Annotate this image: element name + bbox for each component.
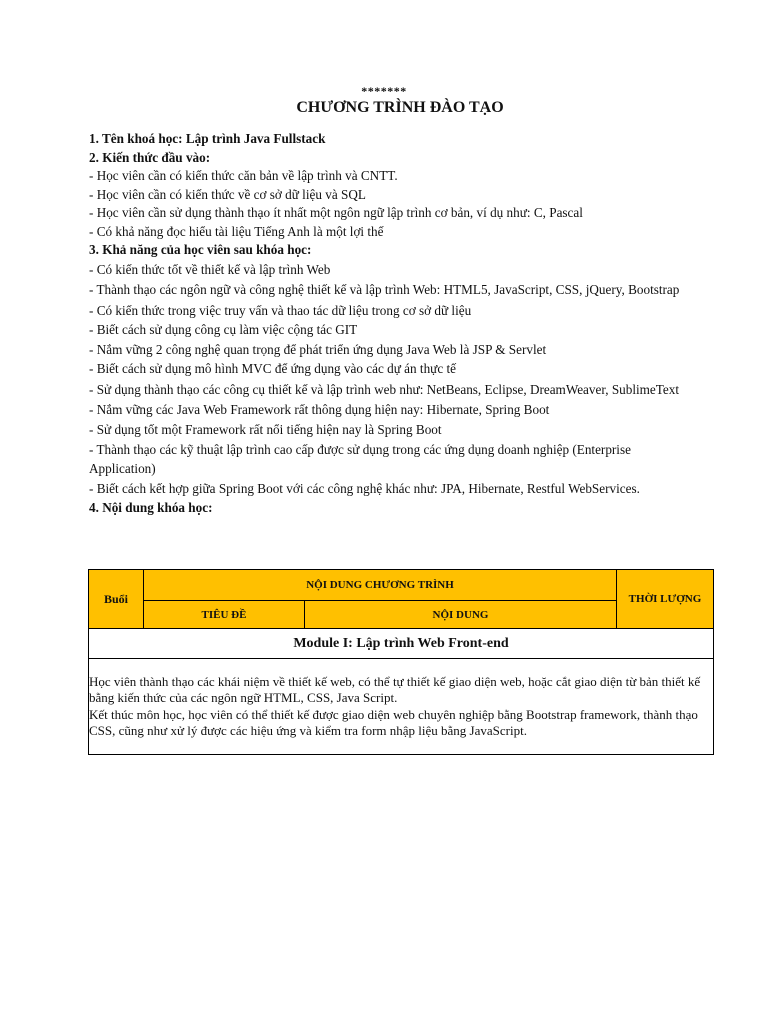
- program-content-header: NỘI DUNG CHƯƠNG TRÌNH: [144, 570, 617, 601]
- prerequisite-item: - Học viên cần có kiến thức căn bản về lập trình và CNTT.: [89, 168, 398, 183]
- outcome-item: - Nắm vững các Java Web Framework rất thông dụng hiện nay: Hibernate, Spring Boot: [89, 402, 550, 417]
- course-name-heading: 1. Tên khoá học: Lập trình Java Fullstack: [89, 131, 326, 146]
- syllabus-table: [88, 569, 714, 755]
- module-description: [89, 659, 714, 755]
- document-title: CHƯƠNG TRÌNH ĐÀO TẠO: [296, 99, 504, 116]
- prerequisites-heading: 2. Kiến thức đầu vào:: [89, 149, 211, 165]
- syllabus-heading: 4. Nội dung khóa học:: [89, 499, 213, 515]
- prerequisite-item: - Học viên cần có kiến thức về cơ sở dữ liệu và SQL: [89, 186, 366, 202]
- outcome-item: - Nắm vững 2 công nghệ quan trọng để phát triển ứng dụng Java Web là JSP & Servlet: [89, 341, 547, 357]
- outcome-item: - Biết cách kết hợp giữa Spring Boot với các công nghệ khác như: JPA, Hibernate, Restful WebServices.: [89, 481, 640, 496]
- duration-column-header: THỜI LƯỢNG: [617, 570, 714, 629]
- module-title: Module I: Lập trình Web Front-end: [89, 629, 714, 659]
- outcome-item: - Biết cách sử dụng công cụ làm việc cộng tác GIT: [89, 322, 358, 337]
- prerequisite-item: - Có khả năng đọc hiểu tài liệu Tiếng Anh là một lợi thế: [89, 223, 384, 239]
- decorative-stars: *******: [361, 84, 407, 98]
- outcome-item: - Biết cách sử dụng mô hình MVC để ứng dụng vào các dự án thực tế: [89, 361, 456, 376]
- content-subheader: NỘI DUNG: [305, 601, 617, 629]
- prerequisite-item: - Học viên cần sử dụng thành thạo ít nhất một ngôn ngữ lập trình cơ bản, ví dụ như: C, Pascal: [89, 205, 583, 220]
- outcome-item: - Thành thạo các kỹ thuật lập trình cao cấp được sử dụng trong các ứng dụng doanh nghiệp (Enterprise Application): [89, 442, 631, 476]
- outcome-item: - Thành thạo các ngôn ngữ và công nghệ thiết kế và lập trình Web: HTML5, JavaScript, CSS, jQuery, Bootstrap: [89, 282, 680, 297]
- outcome-item: - Sử dụng tốt một Framework rất nổi tiếng hiện nay là Spring Boot: [89, 421, 442, 437]
- document-body: [89, 130, 689, 517]
- outcome-item: - Sử dụng thành thạo các công cụ thiết kế và lập trình web như: NetBeans, Eclipse, DreamWeaver, SublimeText: [89, 381, 680, 397]
- module-description-paragraph: Học viên thành thạo các khái niệm về thiết kế web, có thể tự thiết kế giao diện web, hoặc cắt giao diện từ bản thiết kế bằng kiến thức của các ngôn ngữ HTML, CSS, Java Script.: [89, 673, 701, 705]
- module-description-paragraph: Kết thúc môn học, học viên có thể thiết kế được giao diện web chuyên nghiệp bằng Bootstrap framework, thành thạo CSS, cũng như xử lý được các hiệu ứng và kiểm tra form nhập liệu bằng JavaScript.: [89, 706, 698, 738]
- outcomes-heading: 3. Khả năng của học viên sau khóa học:: [89, 242, 312, 257]
- title-subheader: TIÊU ĐỀ: [144, 601, 305, 629]
- session-column-header: Buổi: [89, 570, 144, 629]
- outcome-item: - Có kiến thức tốt về thiết kế và lập trình Web: [89, 261, 331, 277]
- outcome-item: - Có kiến thức trong việc truy vấn và thao tác dữ liệu trong cơ sở dữ liệu: [89, 302, 472, 318]
